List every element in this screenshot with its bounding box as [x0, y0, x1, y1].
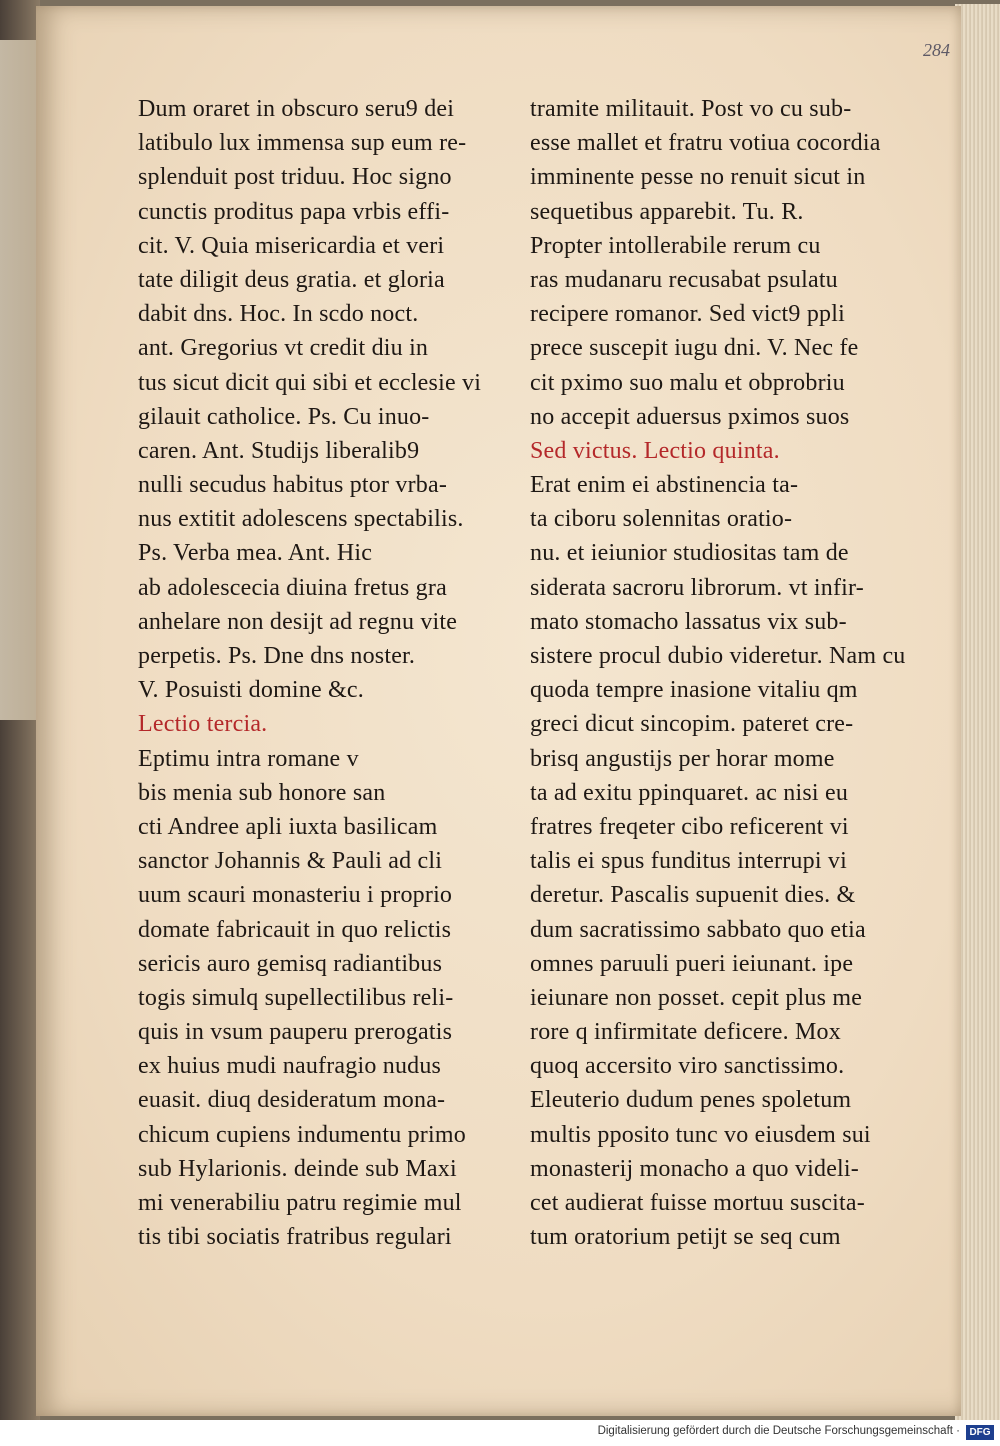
text-line: ant. Gregorius vt credit diu in	[138, 335, 429, 362]
text-line: tramite militauit. Post vo cu sub-	[530, 96, 852, 122]
text-line: siderata sacroru librorum. vt infir-	[530, 574, 864, 601]
text-line: quoq accersito viro sanctissimo.	[530, 1053, 845, 1080]
text-line: sanctor Johannis & Pauli ad cli	[138, 848, 443, 875]
text-line: cit. V. Quia misericardia et veri	[138, 232, 445, 259]
text-line: greci dicut sincopim. pateret cre-	[530, 711, 854, 738]
text-line: deretur. Pascalis supuenit dies. &	[530, 882, 856, 909]
text-line: caren. Ant. Studijs liberalib9	[138, 437, 420, 464]
text-line: quoda tempre inasione vitaliu qm	[530, 677, 858, 704]
text-line: dabit dns. Hoc. In scdo noct.	[138, 301, 419, 328]
text-line: imminente pesse no renuit sicut in	[530, 164, 866, 191]
text-line: cti Andree apli iuxta basilicam	[138, 813, 438, 840]
text-line: Eleuterio dudum penes spoletum	[530, 1087, 852, 1114]
text-line: sistere procul dubio videretur. Nam cu	[530, 643, 906, 669]
text-line: ta ciboru solennitas oratio-	[530, 506, 793, 533]
text-line: Erat enim ei abstinencia ta-	[530, 472, 799, 499]
folio-number: 284	[923, 40, 950, 60]
text-line: quis in vsum pauperu prerogatis	[138, 1019, 453, 1046]
text-line: talis ei spus funditus interrupi vi	[530, 848, 847, 875]
text-line: anhelare non desijt ad regnu vite	[138, 608, 458, 635]
text-line: bis menia sub honore san	[138, 779, 386, 806]
text-line: fratres freqeter cibo reficerent vi	[530, 813, 849, 840]
text-line: chicum cupiens indumentu primo	[138, 1121, 466, 1148]
text-line: prece suscepit iugu dni. V. Nec fe	[530, 335, 859, 362]
text-line: togis simulq supellectilibus reli-	[138, 984, 454, 1011]
text-line: Ps. Verba mea. Ant. Hic	[138, 540, 373, 567]
text-line: sericis auro gemisq radiantibus	[138, 950, 443, 977]
text-line: dum sacratissimo sabbato quo etia	[530, 916, 866, 943]
text-line: no accepit aduersus pximos suos	[530, 403, 850, 430]
text-line: Propter intollerabile rerum cu	[530, 232, 821, 259]
funding-notice: Digitalisierung gefördert durch die Deutsche Forschungsgemeinschaft ·	[597, 1425, 960, 1437]
dfg-logo: DFG	[966, 1425, 994, 1440]
text-line: Eptimu intra romane v	[138, 745, 359, 772]
text-line: esse mallet et fratru votiua cocordia	[530, 130, 881, 157]
text-line: latibulo lux immensa sup eum re-	[138, 130, 467, 157]
text-line: mato stomacho lassatus vix sub-	[530, 608, 847, 635]
text-line: recipere romanor. Sed vict9 ppli	[530, 301, 845, 328]
text-line: Dum oraret in obscuro seru9 dei	[138, 96, 455, 122]
text-line: ieiunare non posset. cepit plus me	[530, 984, 863, 1011]
text-line: cunctis proditus papa vrbis effi-	[138, 198, 450, 225]
text-line: V. Posuisti domine &c.	[138, 677, 364, 704]
page-stack-edges	[955, 4, 1000, 1420]
text-line: splenduit post triduu. Hoc signo	[138, 164, 452, 191]
text-line: ab adolescecia diuina fretus gra	[138, 574, 447, 601]
text-line: brisq angustijs per horar mome	[530, 745, 835, 772]
text-line: euasit. diuq desideratum mona-	[138, 1087, 446, 1114]
text-line: cet audierat fuisse mortuu suscita-	[530, 1190, 865, 1216]
previous-page-edge	[0, 40, 38, 720]
text-line: tate diligit deus gratia. et gloria	[138, 266, 445, 293]
right-text-column	[530, 92, 906, 1254]
text-line: nulli secudus habitus ptor vrba-	[138, 472, 448, 499]
text-line: omnes paruuli pueri ieiunant. ipe	[530, 950, 854, 977]
text-line: tus sicut dicit qui sibi et ecclesie vi	[138, 369, 482, 396]
text-line: mi venerabiliu patru regimie mul	[138, 1190, 462, 1216]
text-line: uum scauri monasteriu i proprio	[138, 882, 453, 909]
text-line: nu. et ieiunior studiositas tam de	[530, 540, 849, 567]
text-line: ex huius mudi naufragio nudus	[138, 1053, 442, 1080]
text-line: Lectio tercia.	[138, 711, 268, 738]
text-line: tum oratorium petijt se seq cum	[530, 1224, 841, 1251]
text-line: sequetibus apparebit. Tu. R.	[530, 198, 804, 225]
footer-bar	[0, 1420, 1000, 1446]
text-line: gilauit catholice. Ps. Cu inuo-	[138, 403, 430, 430]
text-line: ras mudanaru recusabat psulatu	[530, 266, 838, 293]
text-line: domate fabricauit in quo relictis	[138, 916, 452, 943]
text-line: multis pposito tunc vo eiusdem sui	[530, 1121, 871, 1148]
text-line: ta ad exitu ppinquaret. ac nisi eu	[530, 779, 849, 806]
text-line: sub Hylarionis. deinde sub Maxi	[138, 1155, 457, 1182]
text-line: Sed victus. Lectio quinta.	[530, 437, 780, 464]
text-line: monasterij monacho a quo videli-	[530, 1155, 859, 1182]
text-line: nus extitit adolescens spectabilis.	[138, 506, 464, 533]
text-line: cit pximo suo malu et obprobriu	[530, 369, 845, 396]
text-line: rore q infirmitate deficere. Mox	[530, 1019, 841, 1046]
text-line: tis tibi sociatis fratribus regulari	[138, 1224, 452, 1251]
left-text-column	[138, 92, 482, 1254]
text-line: perpetis. Ps. Dne dns noster.	[138, 643, 416, 669]
